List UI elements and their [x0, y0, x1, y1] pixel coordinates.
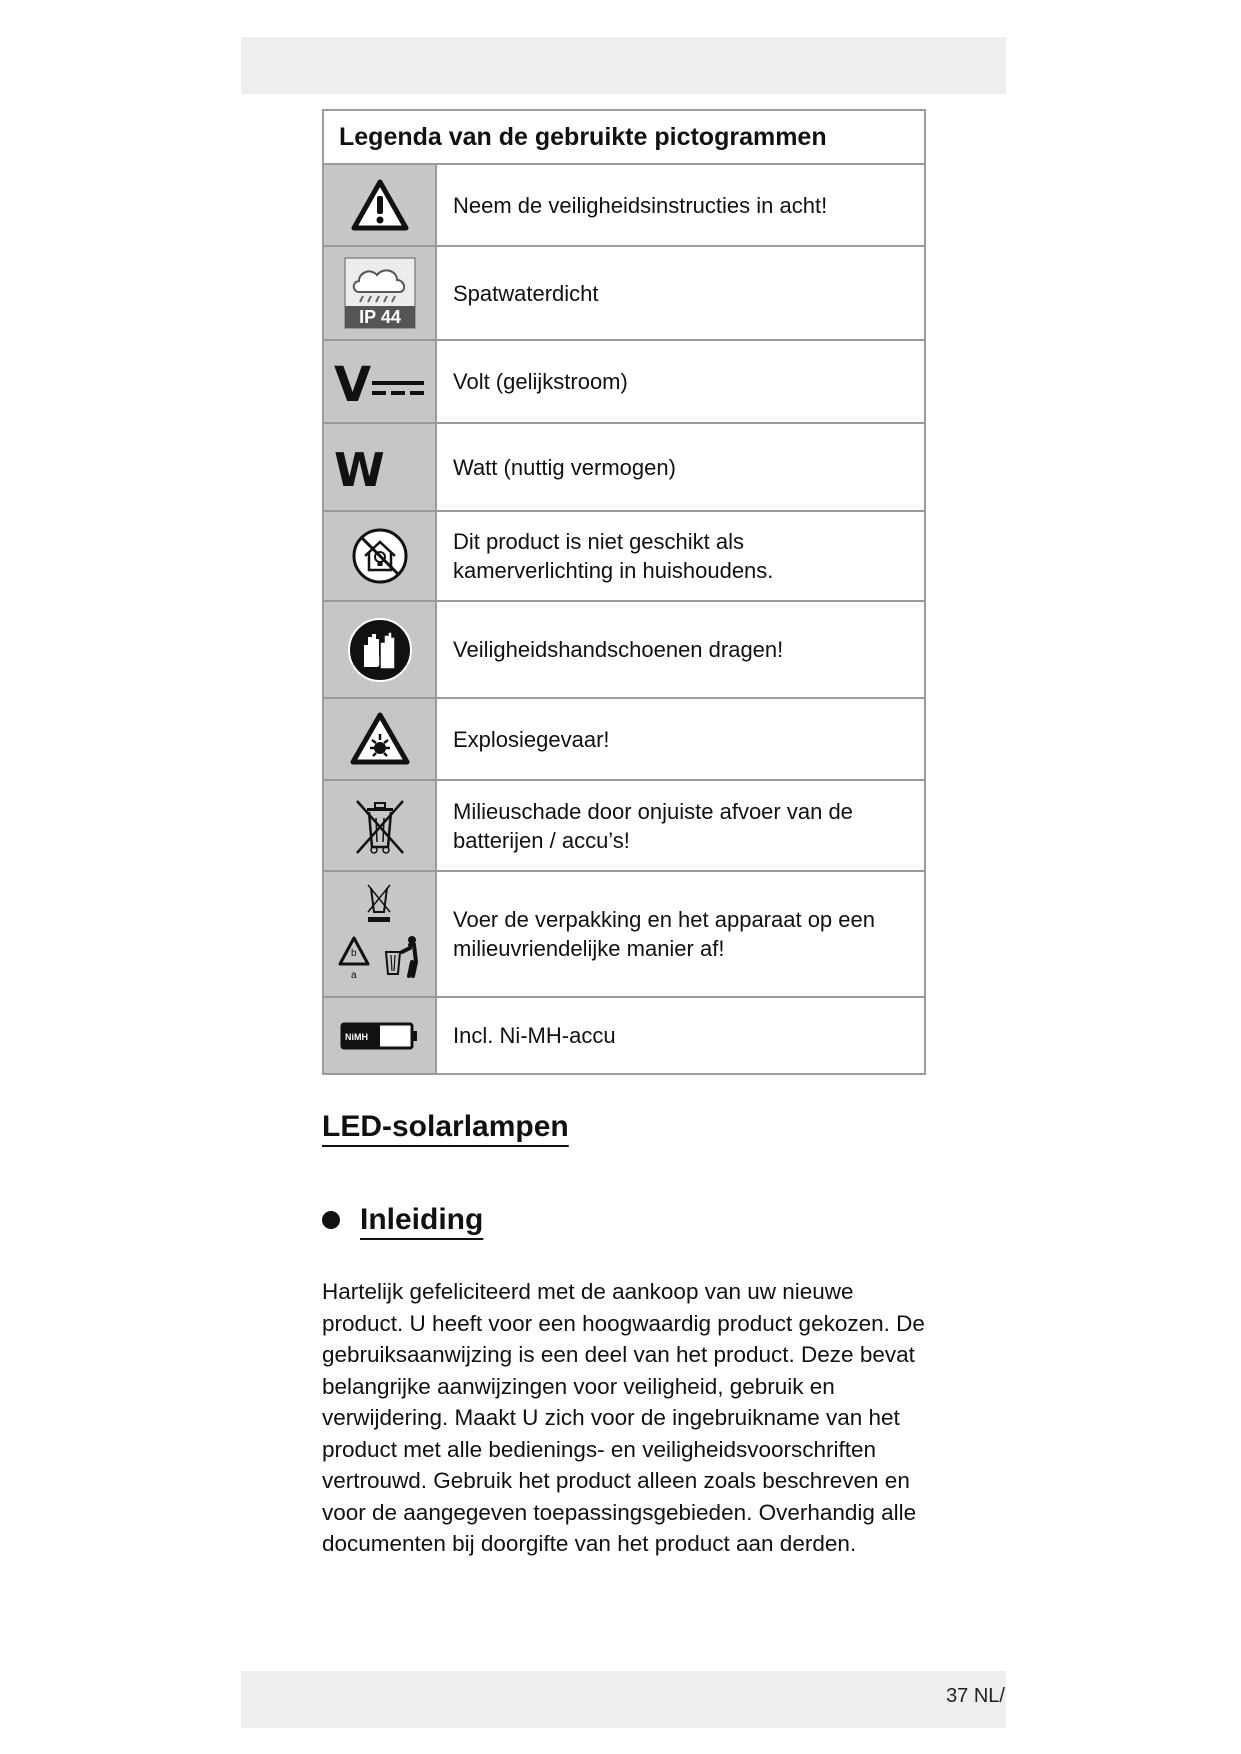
- recycling-label-b: b: [350, 948, 357, 959]
- watt-icon: [324, 424, 437, 510]
- legend-row-text: Veiligheidshandschoenen dragen!: [453, 637, 784, 662]
- crossed-bin-icon: [324, 781, 437, 870]
- legend-row: [324, 341, 924, 424]
- no-household-lighting-icon: [324, 512, 437, 600]
- recycling-label-a: a: [350, 970, 357, 981]
- legend-row-text: Incl. Ni-MH-accu: [453, 1023, 616, 1048]
- legend-row: [324, 602, 924, 699]
- nimh-battery-icon: [324, 998, 437, 1073]
- safety-gloves-icon: [324, 602, 437, 697]
- pictogram-legend-table: [322, 109, 926, 1075]
- legend-row-text: Voer de verpakking en het apparaat op een milieuvriendelijke manier af!: [453, 907, 875, 961]
- legend-row: [324, 781, 924, 872]
- legend-row-text: Explosiegevaar!: [453, 726, 610, 752]
- watt-symbol: W: [333, 443, 385, 492]
- page-number: 37 NL/: [946, 1685, 1005, 1707]
- recycling-triangle-icon: [340, 938, 368, 981]
- legend-row-text: Watt (nuttig vermogen): [453, 454, 676, 480]
- legend-row-text: Neem de veiligheidsinstructies in acht!: [453, 192, 828, 218]
- legend-row: [324, 998, 924, 1073]
- legend-row: [324, 424, 924, 512]
- legend-row: [324, 699, 924, 781]
- section-heading: [322, 1203, 483, 1237]
- header-band: [241, 37, 1006, 94]
- legend-row-text: Dit product is niet geschikt als kamerverlichting in huishoudens.: [453, 529, 774, 583]
- footer-band: [241, 1671, 1006, 1728]
- legend-row-text: Volt (gelijkstroom): [453, 369, 628, 394]
- legend-row: [324, 165, 924, 247]
- tidyman-icon: [386, 936, 416, 976]
- battery-label: NiMH: [344, 1031, 368, 1042]
- explosion-hazard-icon: [324, 699, 437, 779]
- ip44-splash-icon: [324, 247, 437, 339]
- legend-row: [324, 247, 924, 341]
- legend-row-text: Spatwaterdicht: [453, 280, 599, 306]
- recycling-disposal-icon: [324, 872, 437, 996]
- ip44-label: IP 44: [358, 307, 401, 327]
- warning-triangle-icon: [324, 165, 437, 245]
- legend-title: Legenda van de gebruikte pictogrammen: [324, 111, 924, 165]
- volt-symbol: V: [333, 356, 371, 407]
- section-title: Inleiding: [360, 1203, 484, 1236]
- legend-row: [324, 512, 924, 602]
- volt-dc-icon: [324, 341, 437, 422]
- product-title: LED-solarlampen: [322, 1110, 569, 1143]
- small-crossed-bin-icon: [368, 885, 390, 922]
- intro-paragraph: Hartelijk gefeliciteerd met de aankoop van uw nieuwe product. U heeft voor een hoogwaardig product gekozen. De gebruiksaanwijzing is een deel van het product. Deze bevat belangrijke aanwijzingen voor veiligheid, gebruik en verwijdering. Maakt U zich voor de ingebruikname van het product met alle bedienings- en veiligheidsvoorschriften vertrouwd. Gebruik het product alleen zoals beschreven en voor de aangegeven toepassingsgebieden. Overhandig alle documenten bij doorgifte van het product aan derden.: [322, 1279, 925, 1556]
- legend-row-text: Milieuschade door onjuiste afvoer van de batterijen / accu’s!: [453, 798, 853, 853]
- bullet-icon: [322, 1211, 340, 1229]
- legend-row: [324, 872, 924, 998]
